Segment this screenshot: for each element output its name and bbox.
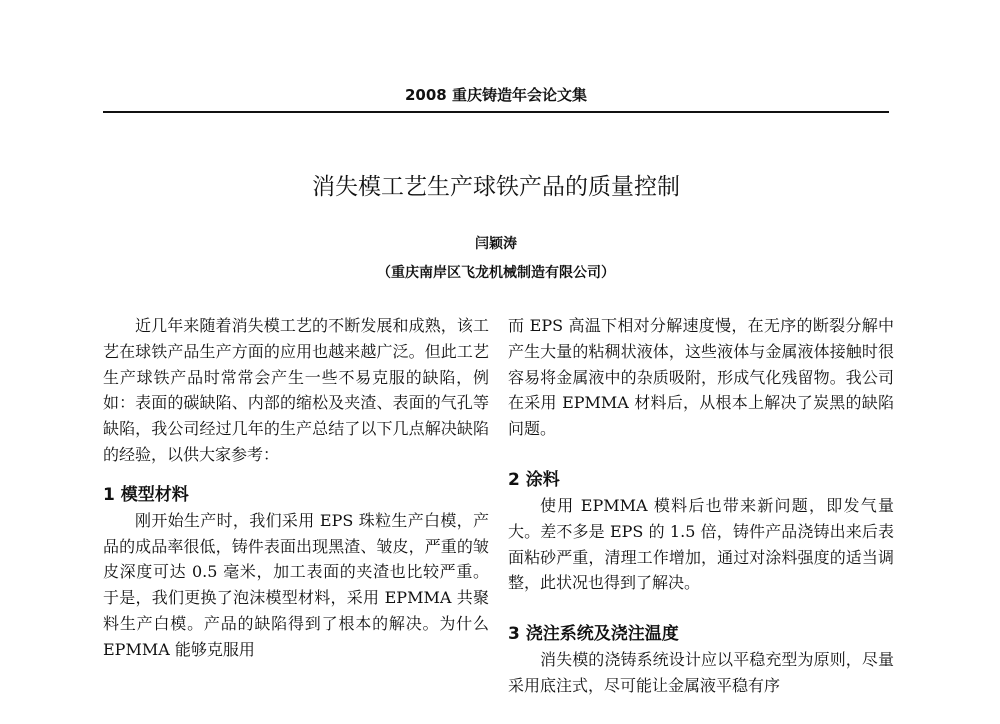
section-1-paragraph: 刚开始生产时，我们采用 EPS 珠粒生产白模，产品的成品率很低，铸件表面出现黑渣、皱皮，严重的皱皮深度可达 0.5 毫米，加工表面的夹渣也比较严重。于是，我们更换了泡沫模型材料，采用 EPMMA 共聚料生产白模。产品的缺陷得到了根本的解决。为什么 EPMMA 能够克服用 [103, 510, 489, 659]
paper-title: 消失模工艺生产球铁产品的质量控制 [312, 174, 680, 200]
section-1-heading: 1 模型材料 [103, 484, 189, 505]
section-3-heading: 3 浇注系统及浇注温度 [508, 624, 679, 645]
left-column [103, 313, 489, 663]
section-2-heading: 2 涂料 [508, 469, 560, 490]
header-rule [103, 111, 889, 113]
running-header: 2008 重庆铸造年会论文集 [405, 86, 587, 104]
author-name: 闫颖涛 [475, 236, 517, 252]
intro-paragraph: 近几年来随着消失模工艺的不断发展和成熟，该工艺在球铁产品生产方面的应用也越来越广泛。但此工艺生产球铁产品时常常会产生一些不易克服的缺陷，例如：表面的碳缺陷、内部的缩松及夹渣、表面的气孔等缺陷，我公司经过几年的生产总结了以下几点解决缺陷的经验，以供大家参考： [103, 316, 489, 464]
section-2-paragraph: 使用 EPMMA 模料后也带来新问题，即发气量大。差不多是 EPS 的 1.5 倍，铸件产品浇铸出来后表面粘砂严重，清理工作增加，通过对涂料强度的适当调整，此状况也得到了解决。 [508, 495, 894, 593]
section-3-paragraph: 消失模的浇铸系统设计应以平稳充型为原则，尽量采用底注式，尽可能让金属液平稳有序 [508, 650, 894, 695]
author-affiliation: （重庆南岸区飞龙机械制造有限公司） [377, 265, 615, 281]
continuation-paragraph: 而 EPS 高温下相对分解速度慢，在无序的断裂分解中产生大量的粘稠状液体，这些液体与金属液体接触时很容易将金属液中的杂质吸附，形成气化残留物。我公司在采用 EPMMA 材料后，从根本上解决了炭黑的缺陷问题。 [508, 316, 894, 439]
right-column [508, 313, 894, 699]
